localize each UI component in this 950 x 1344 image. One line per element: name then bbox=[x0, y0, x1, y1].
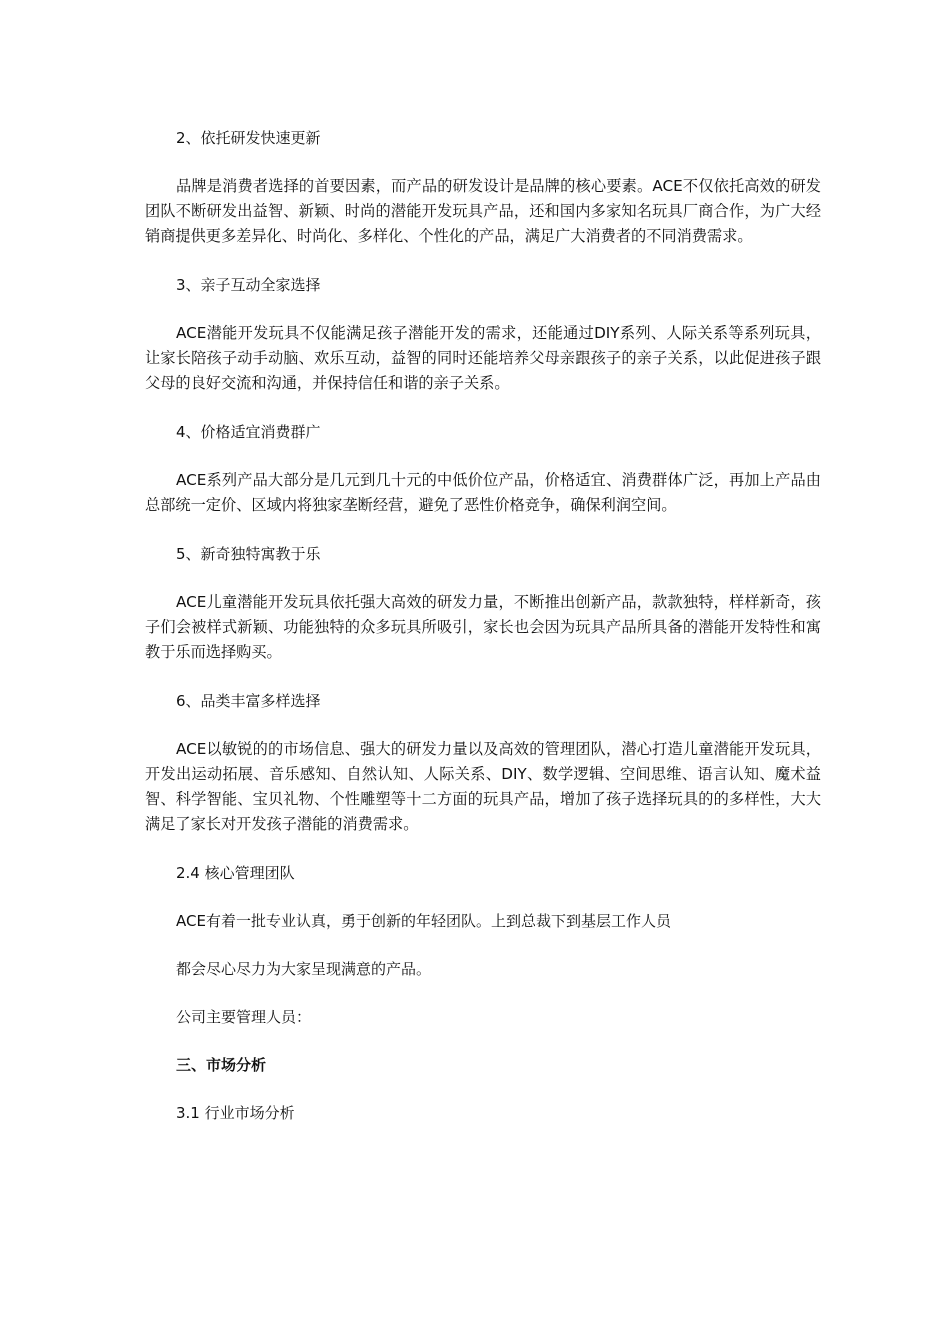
team-line: 公司主要管理人员： bbox=[176, 1008, 312, 1026]
section-heading: 2、依托研发快速更新 bbox=[176, 129, 321, 147]
team-heading: 2.4 核心管理团队 bbox=[176, 864, 295, 882]
subsection-heading: 3.1 行业市场分析 bbox=[176, 1104, 295, 1122]
section-paragraph: ACE潜能开发玩具不仅能满足孩子潜能开发的需求，还能通过DIY系列、人际关系等系列玩具，让家长陪孩子动手动脑、欢乐互动，益智的同时还能培养父母亲跟孩子的亲子关系，以此促进孩子跟父母的良好交流和沟通，并保持信任和谐的亲子关系。 bbox=[145, 324, 821, 392]
team-line: ACE有着一批专业认真，勇于创新的年轻团队。上到总裁下到基层工作人员 bbox=[176, 912, 671, 930]
section-paragraph: ACE以敏锐的的市场信息、强大的研发力量以及高效的管理团队，潜心打造儿童潜能开发玩具，开发出运动拓展、音乐感知、自然认知、人际关系、DIY、数学逻辑、空间思维、语言认知、魔术益智、科学智能、宝贝礼物、个性雕塑等十二方面的玩具产品，增加了孩子选择玩具的的多样性，大大满足了家长对开发孩子潜能的消费需求。 bbox=[145, 740, 821, 833]
team-line: 都会尽心尽力为大家呈现满意的产品。 bbox=[176, 960, 432, 978]
section-paragraph: ACE系列产品大部分是几元到几十元的中低价位产品，价格适宜、消费群体广泛，再加上产品由总部统一定价、区域内将独家垄断经营，避免了恶性价格竞争，确保利润空间。 bbox=[145, 471, 821, 514]
section-heading: 6、品类丰富多样选择 bbox=[176, 692, 321, 710]
chapter-heading: 三、市场分析 bbox=[176, 1056, 267, 1074]
section-paragraph: ACE儿童潜能开发玩具依托强大高效的研发力量，不断推出创新产品，款款独特，样样新奇，孩子们会被样式新颖、功能独特的众多玩具所吸引，家长也会因为玩具产品所具备的潜能开发特性和寓教于乐而选择购买。 bbox=[145, 593, 821, 661]
section-paragraph: 品牌是消费者选择的首要因素，而产品的研发设计是品牌的核心要素。ACE不仅依托高效的研发团队不断研发出益智、新颖、时尚的潜能开发玩具产品，还和国内多家知名玩具厂商合作，为广大经销商提供更多差异化、时尚化、多样化、个性化的产品，满足广大消费者的不同消费需求。 bbox=[145, 177, 821, 245]
section-heading: 3、亲子互动全家选择 bbox=[176, 276, 321, 294]
section-heading: 5、新奇独特寓教于乐 bbox=[176, 545, 321, 563]
document-body bbox=[145, 126, 821, 1125]
section-heading: 4、价格适宜消费群广 bbox=[176, 423, 321, 441]
